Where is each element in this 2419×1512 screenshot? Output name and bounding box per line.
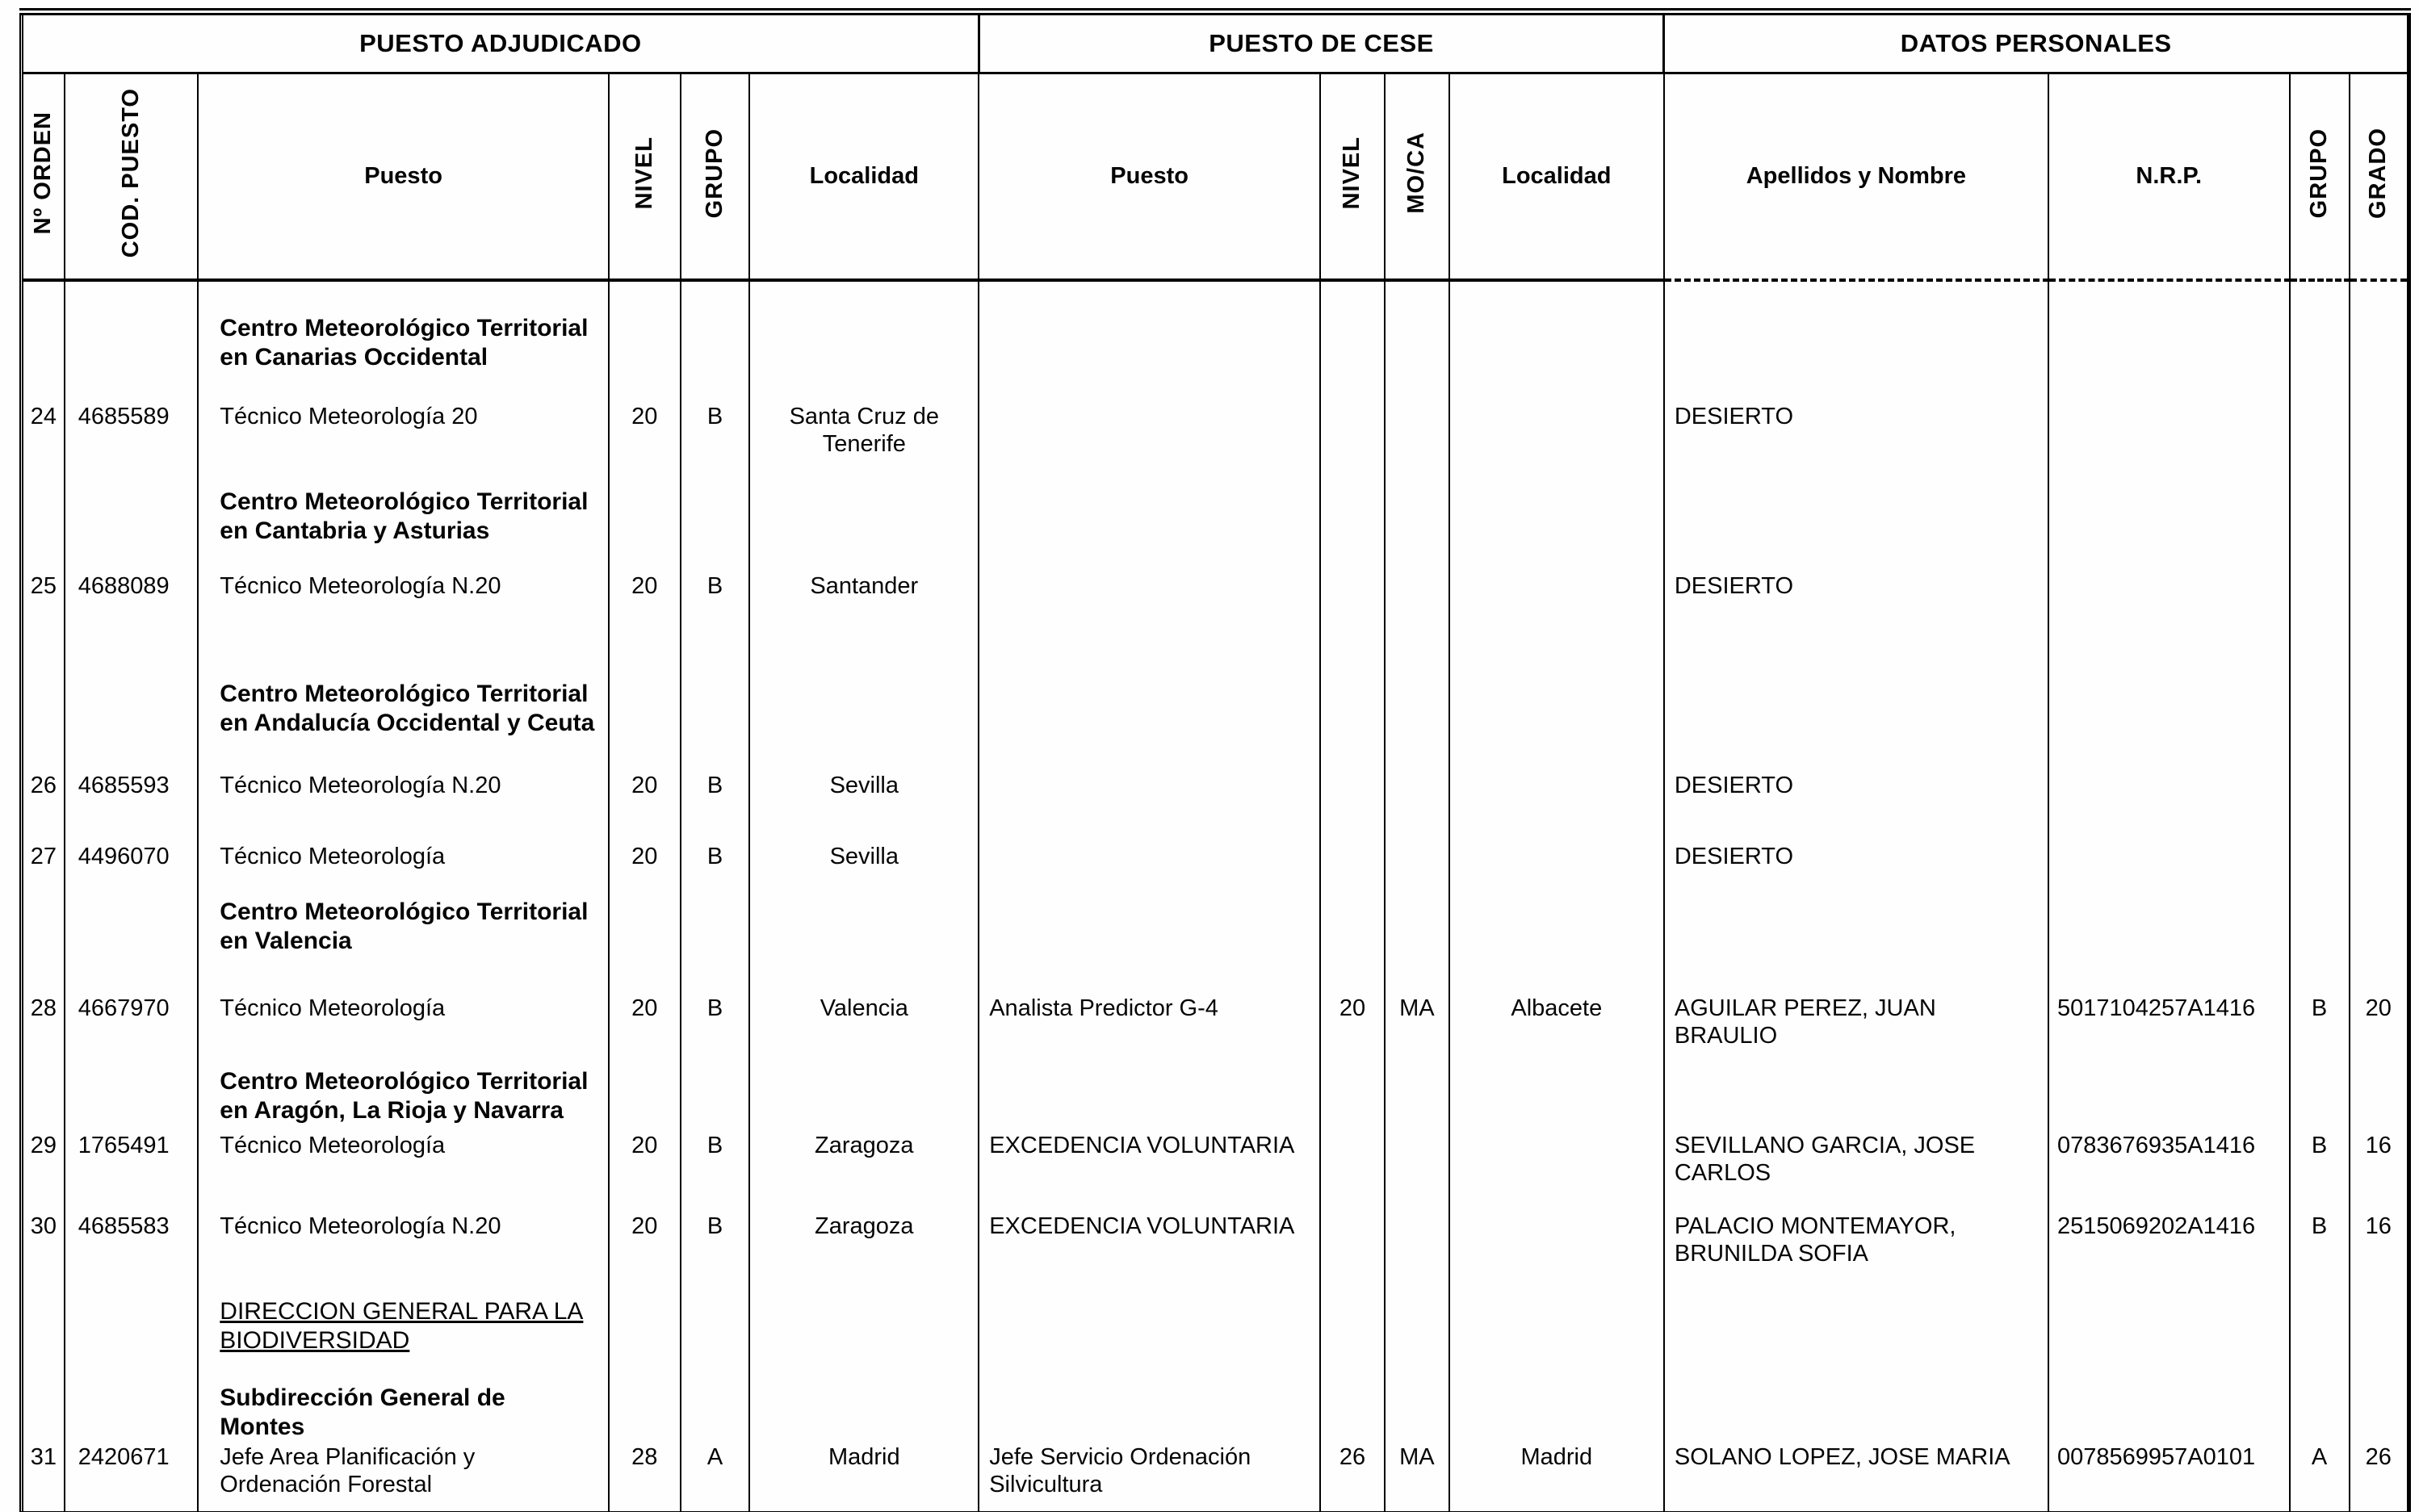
cell-grupo-dp: B bbox=[2290, 1211, 2350, 1296]
cell-empty bbox=[1385, 896, 1449, 993]
cell-empty bbox=[2290, 1296, 2350, 1382]
cell-nivel: 20 bbox=[609, 841, 681, 896]
cell-empty bbox=[22, 280, 65, 312]
col-header-cese-moca: MO/CA bbox=[1385, 73, 1449, 280]
cell-empty bbox=[22, 486, 65, 571]
cell-empty bbox=[2048, 1382, 2290, 1442]
section-label-text: Centro Meteorológico Territorial en Aragón, La Rioja y Navarra bbox=[220, 1067, 589, 1124]
cell-num-orden: 29 bbox=[22, 1130, 65, 1211]
cell-localidad: Sevilla bbox=[749, 841, 979, 896]
cell-cese-nivel: 26 bbox=[1320, 1442, 1385, 1512]
cell-grupo-dp bbox=[2290, 841, 2350, 896]
col-header-grupo: GRUPO bbox=[681, 73, 750, 280]
cell-grado bbox=[2350, 770, 2409, 841]
cell-cese-nivel bbox=[1320, 770, 1385, 841]
section-row bbox=[22, 1382, 2409, 1442]
cell-cese-puesto: Analista Predictor G-4 bbox=[979, 993, 1320, 1066]
cell-cese-moca bbox=[1385, 1130, 1449, 1211]
cell-cod-puesto: 4496070 bbox=[65, 841, 199, 896]
table-row bbox=[22, 1130, 2409, 1211]
cell-empty bbox=[979, 678, 1320, 770]
group-header-row bbox=[22, 12, 2409, 73]
cell-puesto: Técnico Meteorología N.20 bbox=[198, 571, 609, 678]
cell-empty bbox=[198, 280, 609, 312]
table-row bbox=[22, 1211, 2409, 1296]
table-row bbox=[22, 401, 2409, 486]
cell-cese-nivel bbox=[1320, 1130, 1385, 1211]
cell-cod-puesto: 2420671 bbox=[65, 1442, 199, 1512]
cell-puesto: Técnico Meteorología N.20 bbox=[198, 1211, 609, 1296]
cell-nivel: 20 bbox=[609, 401, 681, 486]
cell-grado: 16 bbox=[2365, 1213, 2392, 1239]
cell-empty bbox=[22, 1382, 65, 1442]
cell-empty bbox=[749, 486, 979, 571]
section-row bbox=[22, 896, 2409, 993]
cell-empty bbox=[749, 678, 979, 770]
col-header-cese-puesto: Puesto bbox=[979, 73, 1320, 280]
cell-cod-puesto: 4685589 bbox=[65, 401, 199, 486]
cell-localidad: Valencia bbox=[749, 993, 979, 1066]
section-label-text: Centro Meteorológico Territorial en Canarias Occidental bbox=[220, 314, 589, 371]
cell-empty bbox=[1320, 280, 1385, 312]
cell-cese-localidad bbox=[1449, 1211, 1664, 1296]
cell-empty bbox=[2048, 896, 2290, 993]
cell-empty bbox=[979, 1382, 1320, 1442]
cell-empty bbox=[609, 678, 681, 770]
cell-cese-nivel bbox=[1320, 571, 1385, 678]
group-header-puesto-adjudicado: PUESTO ADJUDICADO bbox=[22, 12, 979, 73]
cell-empty bbox=[1449, 1382, 1664, 1442]
cell-empty bbox=[65, 280, 199, 312]
cell-empty bbox=[65, 1066, 199, 1130]
cell-grado: 20 bbox=[2365, 995, 2392, 1021]
cell-nrp bbox=[2048, 401, 2290, 486]
cell-empty bbox=[1449, 1066, 1664, 1130]
cell-cod-puesto: 1765491 bbox=[65, 1130, 199, 1211]
cell-puesto: Técnico Meteorología 20 bbox=[198, 401, 609, 486]
table-header bbox=[22, 12, 2409, 280]
cell-nrp: 0783676935A1416 bbox=[2048, 1130, 2290, 1211]
col-header-grado: GRADO bbox=[2350, 73, 2409, 280]
cell-empty bbox=[609, 1382, 681, 1442]
cell-empty bbox=[2048, 1296, 2290, 1382]
cell-empty bbox=[22, 312, 65, 401]
cell-cese-puesto: EXCEDENCIA VOLUNTARIA bbox=[979, 1130, 1320, 1211]
col-header-cod-puesto: COD. PUESTO bbox=[65, 73, 199, 280]
column-header-row bbox=[22, 73, 2409, 280]
section-label bbox=[198, 896, 609, 993]
cell-empty bbox=[609, 486, 681, 571]
cell-cese-puesto bbox=[979, 770, 1320, 841]
cell-empty bbox=[1385, 280, 1449, 312]
table-row bbox=[22, 841, 2409, 896]
cell-empty bbox=[1664, 1382, 2048, 1442]
cell-empty bbox=[749, 896, 979, 993]
cell-nrp bbox=[2048, 770, 2290, 841]
cell-empty bbox=[609, 312, 681, 401]
cell-cod-puesto: 4688089 bbox=[65, 571, 199, 678]
cell-cese-puesto: EXCEDENCIA VOLUNTARIA bbox=[979, 1211, 1320, 1296]
section-label-text: Centro Meteorológico Territorial en Valencia bbox=[220, 898, 589, 954]
cell-empty bbox=[1664, 280, 2048, 312]
cell-empty bbox=[1320, 1296, 1385, 1382]
cell-cod-puesto: 4685583 bbox=[65, 1211, 199, 1296]
cell-grupo: B bbox=[681, 1211, 750, 1296]
cell-empty bbox=[681, 280, 750, 312]
cell-empty bbox=[1449, 280, 1664, 312]
cell-cod-puesto: 4685593 bbox=[65, 770, 199, 841]
col-header-cese-localidad: Localidad bbox=[1449, 73, 1664, 280]
cell-empty bbox=[22, 896, 65, 993]
cell-num-orden: 25 bbox=[22, 571, 65, 678]
cell-grupo-dp bbox=[2290, 770, 2350, 841]
cell-empty bbox=[979, 486, 1320, 571]
cell-grupo-dp bbox=[2290, 401, 2350, 486]
cell-cese-moca bbox=[1385, 401, 1449, 486]
cell-empty bbox=[749, 1296, 979, 1382]
cell-empty bbox=[1385, 312, 1449, 401]
cell-empty bbox=[2350, 1066, 2409, 1130]
cell-grupo-dp: B bbox=[2290, 993, 2350, 1066]
spacer-row bbox=[22, 280, 2409, 312]
cell-num-orden: 26 bbox=[22, 770, 65, 841]
cell-cese-nivel bbox=[1320, 401, 1385, 486]
cell-empty bbox=[2290, 486, 2350, 571]
section-row bbox=[22, 486, 2409, 571]
cell-empty bbox=[1664, 678, 2048, 770]
cell-empty bbox=[681, 678, 750, 770]
cell-empty bbox=[609, 1296, 681, 1382]
cell-empty bbox=[681, 486, 750, 571]
cell-empty bbox=[1320, 486, 1385, 571]
cell-apellidos-nombre: AGUILAR PEREZ, JUAN BRAULIO bbox=[1664, 993, 2048, 1066]
cell-empty bbox=[1664, 486, 2048, 571]
cell-empty bbox=[1664, 1296, 2048, 1382]
cell-puesto: Técnico Meteorología bbox=[198, 993, 609, 1066]
table-body bbox=[22, 280, 2409, 1512]
cell-grupo-dp bbox=[2290, 571, 2350, 678]
cell-empty bbox=[2048, 486, 2290, 571]
cell-puesto: Técnico Meteorología bbox=[198, 841, 609, 896]
cell-empty bbox=[22, 1066, 65, 1130]
cell-empty bbox=[749, 312, 979, 401]
cell-empty bbox=[749, 1066, 979, 1130]
cell-empty bbox=[2350, 486, 2409, 571]
cell-apellidos-nombre: DESIERTO bbox=[1664, 401, 2048, 486]
cell-empty bbox=[22, 1296, 65, 1382]
cell-grado bbox=[2350, 841, 2409, 896]
cell-empty bbox=[2350, 896, 2409, 993]
cell-puesto: Jefe Area Planificación y Ordenación Forestal bbox=[198, 1442, 609, 1512]
cell-empty bbox=[1449, 312, 1664, 401]
section-label bbox=[198, 1066, 609, 1130]
cell-grupo: B bbox=[681, 571, 750, 678]
cell-localidad: Zaragoza bbox=[749, 1211, 979, 1296]
cell-apellidos-nombre: DESIERTO bbox=[1664, 571, 2048, 678]
cell-empty bbox=[2290, 1066, 2350, 1130]
cell-nivel: 28 bbox=[609, 1442, 681, 1512]
cell-empty bbox=[681, 312, 750, 401]
table-row bbox=[22, 1442, 2409, 1512]
cell-cese-moca bbox=[1385, 1211, 1449, 1296]
cell-empty bbox=[1449, 1296, 1664, 1382]
cell-nivel: 20 bbox=[609, 770, 681, 841]
section-label bbox=[198, 678, 609, 770]
cell-grupo-dp: B bbox=[2290, 1130, 2350, 1211]
cell-empty bbox=[749, 280, 979, 312]
cell-empty bbox=[979, 1296, 1320, 1382]
cell-cese-moca bbox=[1385, 841, 1449, 896]
cell-empty bbox=[979, 1066, 1320, 1130]
cell-empty bbox=[2048, 1066, 2290, 1130]
cell-cese-localidad bbox=[1449, 571, 1664, 678]
cell-empty bbox=[1320, 312, 1385, 401]
cell-cese-moca: MA bbox=[1385, 1442, 1449, 1512]
table-row bbox=[22, 770, 2409, 841]
cell-nrp: 5017104257A1416 bbox=[2048, 993, 2290, 1066]
section-row bbox=[22, 678, 2409, 770]
cell-nivel: 20 bbox=[609, 571, 681, 678]
col-header-num-orden: Nº ORDEN bbox=[22, 73, 65, 280]
cell-empty bbox=[2048, 678, 2290, 770]
cell-empty bbox=[1449, 486, 1664, 571]
cell-num-orden: 30 bbox=[22, 1211, 65, 1296]
cell-empty bbox=[1320, 1066, 1385, 1130]
cell-grupo: B bbox=[681, 841, 750, 896]
cell-apellidos-nombre: DESIERTO bbox=[1664, 770, 2048, 841]
cell-empty bbox=[979, 896, 1320, 993]
cell-empty bbox=[609, 1066, 681, 1130]
cell-nrp: 0078569957A0101 bbox=[2048, 1442, 2290, 1512]
cell-empty bbox=[681, 1382, 750, 1442]
section-row bbox=[22, 312, 2409, 401]
cell-empty bbox=[1320, 678, 1385, 770]
cell-grado bbox=[2350, 571, 2409, 678]
cell-empty bbox=[1449, 678, 1664, 770]
cell-cese-localidad: Albacete bbox=[1449, 993, 1664, 1066]
cell-cese-moca bbox=[1385, 770, 1449, 841]
cell-empty bbox=[2048, 280, 2290, 312]
cell-cese-moca: MA bbox=[1385, 993, 1449, 1066]
cell-empty bbox=[22, 678, 65, 770]
cell-grupo: B bbox=[681, 401, 750, 486]
cell-empty bbox=[1320, 1382, 1385, 1442]
cell-empty bbox=[681, 896, 750, 993]
col-header-nivel: NIVEL bbox=[609, 73, 681, 280]
cell-nivel: 20 bbox=[609, 1130, 681, 1211]
section-label bbox=[198, 312, 609, 401]
cell-empty bbox=[2290, 280, 2350, 312]
cell-empty bbox=[1385, 678, 1449, 770]
cell-empty bbox=[1664, 312, 2048, 401]
cell-empty bbox=[1664, 1066, 2048, 1130]
adjudication-table bbox=[19, 8, 2411, 1512]
cell-empty bbox=[65, 1296, 199, 1382]
cell-cese-puesto bbox=[979, 841, 1320, 896]
cell-cese-puesto bbox=[979, 401, 1320, 486]
cell-cese-puesto: Jefe Servicio Ordenación Silvicultura bbox=[979, 1442, 1320, 1512]
cell-empty bbox=[979, 280, 1320, 312]
cell-grado bbox=[2350, 401, 2409, 486]
group-header-datos-personales: DATOS PERSONALES bbox=[1664, 12, 2409, 73]
cell-empty bbox=[1664, 896, 2048, 993]
cell-empty bbox=[2350, 1382, 2409, 1442]
col-header-nrp: N.R.P. bbox=[2048, 73, 2290, 280]
cell-cese-moca bbox=[1385, 571, 1449, 678]
cell-grupo: B bbox=[681, 993, 750, 1066]
cell-empty bbox=[1385, 486, 1449, 571]
cell-empty bbox=[65, 678, 199, 770]
cell-empty bbox=[2290, 312, 2350, 401]
cell-empty bbox=[65, 1382, 199, 1442]
cell-num-orden: 27 bbox=[22, 841, 65, 896]
cell-empty bbox=[609, 896, 681, 993]
col-header-localidad: Localidad bbox=[749, 73, 979, 280]
cell-empty bbox=[2048, 312, 2290, 401]
cell-empty bbox=[2350, 312, 2409, 401]
cell-cese-localidad bbox=[1449, 841, 1664, 896]
cell-num-orden: 24 bbox=[22, 401, 65, 486]
cell-nrp bbox=[2048, 571, 2290, 678]
cell-localidad: Santander bbox=[749, 571, 979, 678]
cell-empty bbox=[681, 1296, 750, 1382]
cell-apellidos-nombre: SEVILLANO GARCIA, JOSE CARLOS bbox=[1664, 1130, 2048, 1211]
cell-apellidos-nombre: PALACIO MONTEMAYOR, BRUNILDA SOFIA bbox=[1664, 1211, 2048, 1296]
table-row bbox=[22, 993, 2409, 1066]
cell-localidad: Madrid bbox=[749, 1442, 979, 1512]
cell-localidad: Santa Cruz de Tenerife bbox=[749, 401, 979, 486]
cell-cese-nivel bbox=[1320, 841, 1385, 896]
cell-empty bbox=[1385, 1066, 1449, 1130]
cell-empty bbox=[65, 486, 199, 571]
section-label-text: DIRECCION GENERAL PARA LA BIODIVERSIDAD bbox=[220, 1297, 584, 1354]
cell-empty bbox=[1449, 896, 1664, 993]
cell-empty bbox=[979, 312, 1320, 401]
cell-cod-puesto: 4667970 bbox=[65, 993, 199, 1066]
cell-puesto: Técnico Meteorología N.20 bbox=[198, 770, 609, 841]
section-label bbox=[198, 486, 609, 571]
cell-cese-localidad: Madrid bbox=[1449, 1442, 1664, 1512]
cell-grupo: B bbox=[681, 770, 750, 841]
cell-cese-localidad bbox=[1449, 770, 1664, 841]
cell-empty bbox=[2350, 280, 2409, 312]
cell-empty bbox=[2290, 1382, 2350, 1442]
cell-empty bbox=[681, 1066, 750, 1130]
section-label-text: Subdirección General de Montes bbox=[220, 1384, 505, 1440]
section-label-text: Centro Meteorológico Territorial en Andalucía Occidental y Ceuta bbox=[220, 680, 595, 736]
cell-puesto: Técnico Meteorología bbox=[198, 1130, 609, 1211]
cell-nrp: 2515069202A1416 bbox=[2048, 1211, 2290, 1296]
cell-cese-nivel: 20 bbox=[1320, 993, 1385, 1066]
cell-apellidos-nombre: SOLANO LOPEZ, JOSE MARIA bbox=[1664, 1442, 2048, 1512]
cell-empty bbox=[65, 312, 199, 401]
cell-cese-puesto bbox=[979, 571, 1320, 678]
cell-empty bbox=[1320, 896, 1385, 993]
cell-grupo: A bbox=[681, 1442, 750, 1512]
section-label bbox=[198, 1296, 609, 1382]
cell-localidad: Zaragoza bbox=[749, 1130, 979, 1211]
cell-empty bbox=[2290, 896, 2350, 993]
cell-empty bbox=[2350, 678, 2409, 770]
col-header-puesto: Puesto bbox=[198, 73, 609, 280]
group-header-puesto-de-cese: PUESTO DE CESE bbox=[979, 12, 1664, 73]
cell-empty bbox=[65, 896, 199, 993]
cell-num-orden: 28 bbox=[22, 993, 65, 1066]
cell-grupo: B bbox=[681, 1130, 750, 1211]
cell-apellidos-nombre: DESIERTO bbox=[1664, 841, 2048, 896]
cell-grado: 16 bbox=[2365, 1132, 2392, 1158]
cell-empty bbox=[1385, 1382, 1449, 1442]
section-label bbox=[198, 1382, 609, 1442]
section-row bbox=[22, 1066, 2409, 1130]
cell-empty bbox=[609, 280, 681, 312]
cell-grado: 26 bbox=[2365, 1443, 2392, 1470]
col-header-grupo-dp: GRUPO bbox=[2290, 73, 2350, 280]
cell-empty bbox=[1385, 1296, 1449, 1382]
cell-empty bbox=[2290, 678, 2350, 770]
table-row bbox=[22, 571, 2409, 678]
cell-empty bbox=[749, 1382, 979, 1442]
cell-num-orden: 31 bbox=[22, 1442, 65, 1512]
cell-nrp bbox=[2048, 841, 2290, 896]
cell-nivel: 20 bbox=[609, 1211, 681, 1296]
section-label-text: Centro Meteorológico Territorial en Cantabria y Asturias bbox=[220, 488, 589, 544]
cell-localidad: Sevilla bbox=[749, 770, 979, 841]
cell-cese-nivel bbox=[1320, 1211, 1385, 1296]
cell-empty bbox=[2350, 1296, 2409, 1382]
col-header-apellidos-nombre: Apellidos y Nombre bbox=[1664, 73, 2048, 280]
cell-grupo-dp: A bbox=[2290, 1442, 2350, 1512]
section-row bbox=[22, 1296, 2409, 1382]
cell-cese-localidad bbox=[1449, 1130, 1664, 1211]
cell-nivel: 20 bbox=[609, 993, 681, 1066]
col-header-cese-nivel: NIVEL bbox=[1320, 73, 1385, 280]
cell-cese-localidad bbox=[1449, 401, 1664, 486]
